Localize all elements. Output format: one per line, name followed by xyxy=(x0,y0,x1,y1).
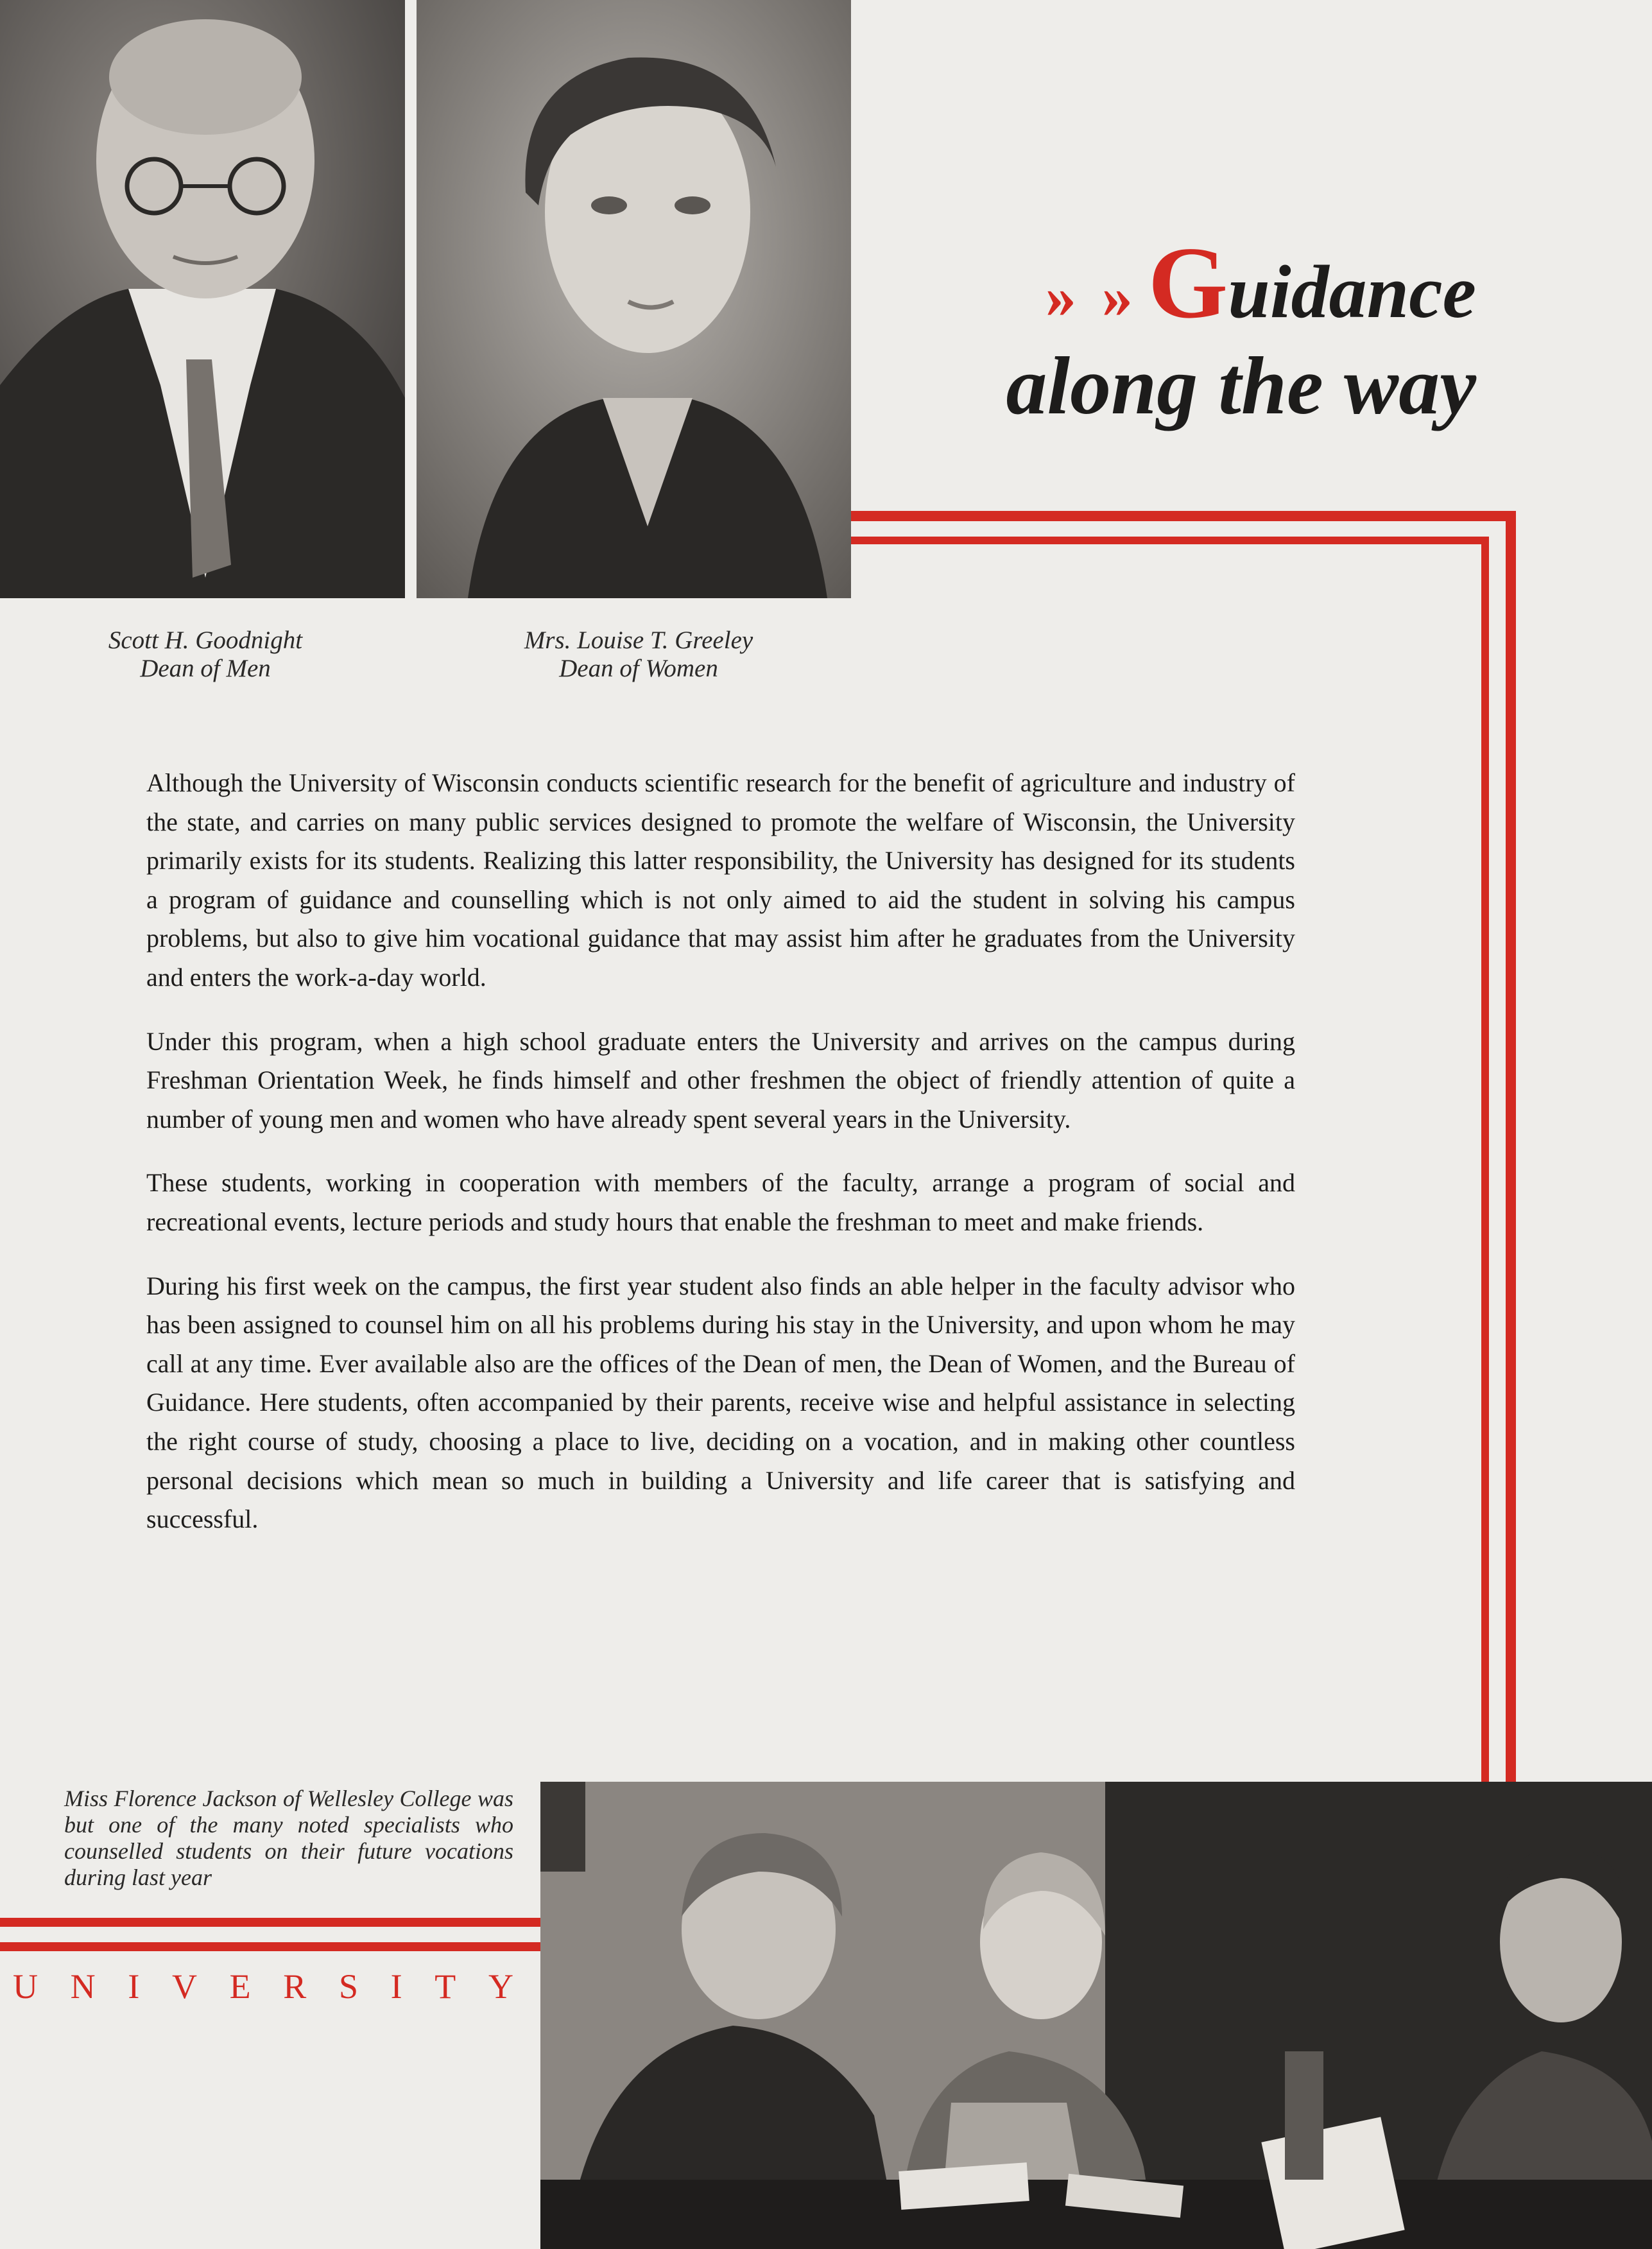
rule-inner-vertical xyxy=(1481,537,1489,1782)
footer-letter: I xyxy=(128,1967,140,2006)
caption-goodnight-title: Dean of Men xyxy=(140,655,271,682)
body-paragraph-2: Under this program, when a high school graduate enters the University and arrives on the campus during Freshman Orientation Week, he finds himself and other freshmen the object of friendly attention of quite a number of young men and women who have already spent several years in the University. xyxy=(146,1026,1295,1133)
body-text xyxy=(146,764,1295,1564)
footer-letter: I xyxy=(390,1967,402,2006)
body-paragraph-1: Although the University of Wisconsin conducts scientific research for the benefit of agriculture and industry of the state, and carries on many public services designed to promote the welfare of Wisconsin, the University primarily exists for its students. Realizing this latter responsibility, the University has designed for its students a program of guidance and counselling which is not only aimed to aid the student in solving his campus problems, but also to give him vocational guidance that may assist him after he graduates from the University and enters the work-a-day world. xyxy=(146,768,1295,992)
title-line-1-rest: uidance xyxy=(1228,250,1476,334)
portrait-goodnight-photo xyxy=(0,0,405,598)
footer-letter: V xyxy=(171,1967,197,2006)
footer-letter: T xyxy=(435,1967,456,2006)
rule-inner-horizontal xyxy=(851,537,1489,544)
rule-outer-vertical xyxy=(1506,511,1516,1782)
footer-letter: Y xyxy=(488,1967,513,2006)
footer-university-word xyxy=(13,1967,513,2006)
caption-goodnight xyxy=(64,626,347,683)
page-title xyxy=(886,225,1476,434)
footer-letter: U xyxy=(13,1967,38,2006)
footer-letter: S xyxy=(338,1967,358,2006)
footer-letter: N xyxy=(70,1967,96,2006)
body-paragraph-3: These students, working in cooperation with members of the faculty, arrange a program of social and recreational events, lecture periods and study hours that enable the freshman to meet and make friends. xyxy=(146,1168,1295,1236)
caption-greeley-title: Dean of Women xyxy=(559,655,718,682)
caption-jackson: Miss Florence Jackson of Wellesley College was but one of the many noted specialists who counselled students on their future vocations during last year xyxy=(64,1786,513,1890)
title-line-1 xyxy=(886,225,1476,341)
title-arrows: » » xyxy=(1045,262,1138,331)
rule-bottom-left-lower xyxy=(0,1942,540,1951)
footer-letter: R xyxy=(283,1967,307,2006)
title-line-2: along the way xyxy=(1006,340,1476,431)
caption-greeley xyxy=(488,626,789,683)
counselling-group-photo xyxy=(540,1782,1652,2249)
caption-goodnight-name: Scott H. Goodnight xyxy=(108,626,303,654)
caption-greeley-name: Mrs. Louise T. Greeley xyxy=(524,626,753,654)
body-paragraph-4: During his first week on the campus, the first year student also finds an able helper in the faculty advisor who has been assigned to counsel him on all his problems during his stay in the University, and upon whom he may call at any time. Ever available also are the offices of the Dean of men, the Dean of Women, and the Bureau of Guidance. Here students, often accompanied by their parents, receive wise and helpful assistance in selecting the right course of study, choosing a place to live, deciding on a vocation, and in making other countless personal decisions which mean so much in building a University and life career that is satisfying and successful. xyxy=(146,1271,1295,1534)
rule-bottom-left-upper xyxy=(0,1918,540,1927)
footer-letter: E xyxy=(229,1967,251,2006)
portrait-greeley-photo xyxy=(417,0,851,598)
title-initial-letter: G xyxy=(1148,225,1228,340)
rule-outer-horizontal xyxy=(851,511,1516,521)
